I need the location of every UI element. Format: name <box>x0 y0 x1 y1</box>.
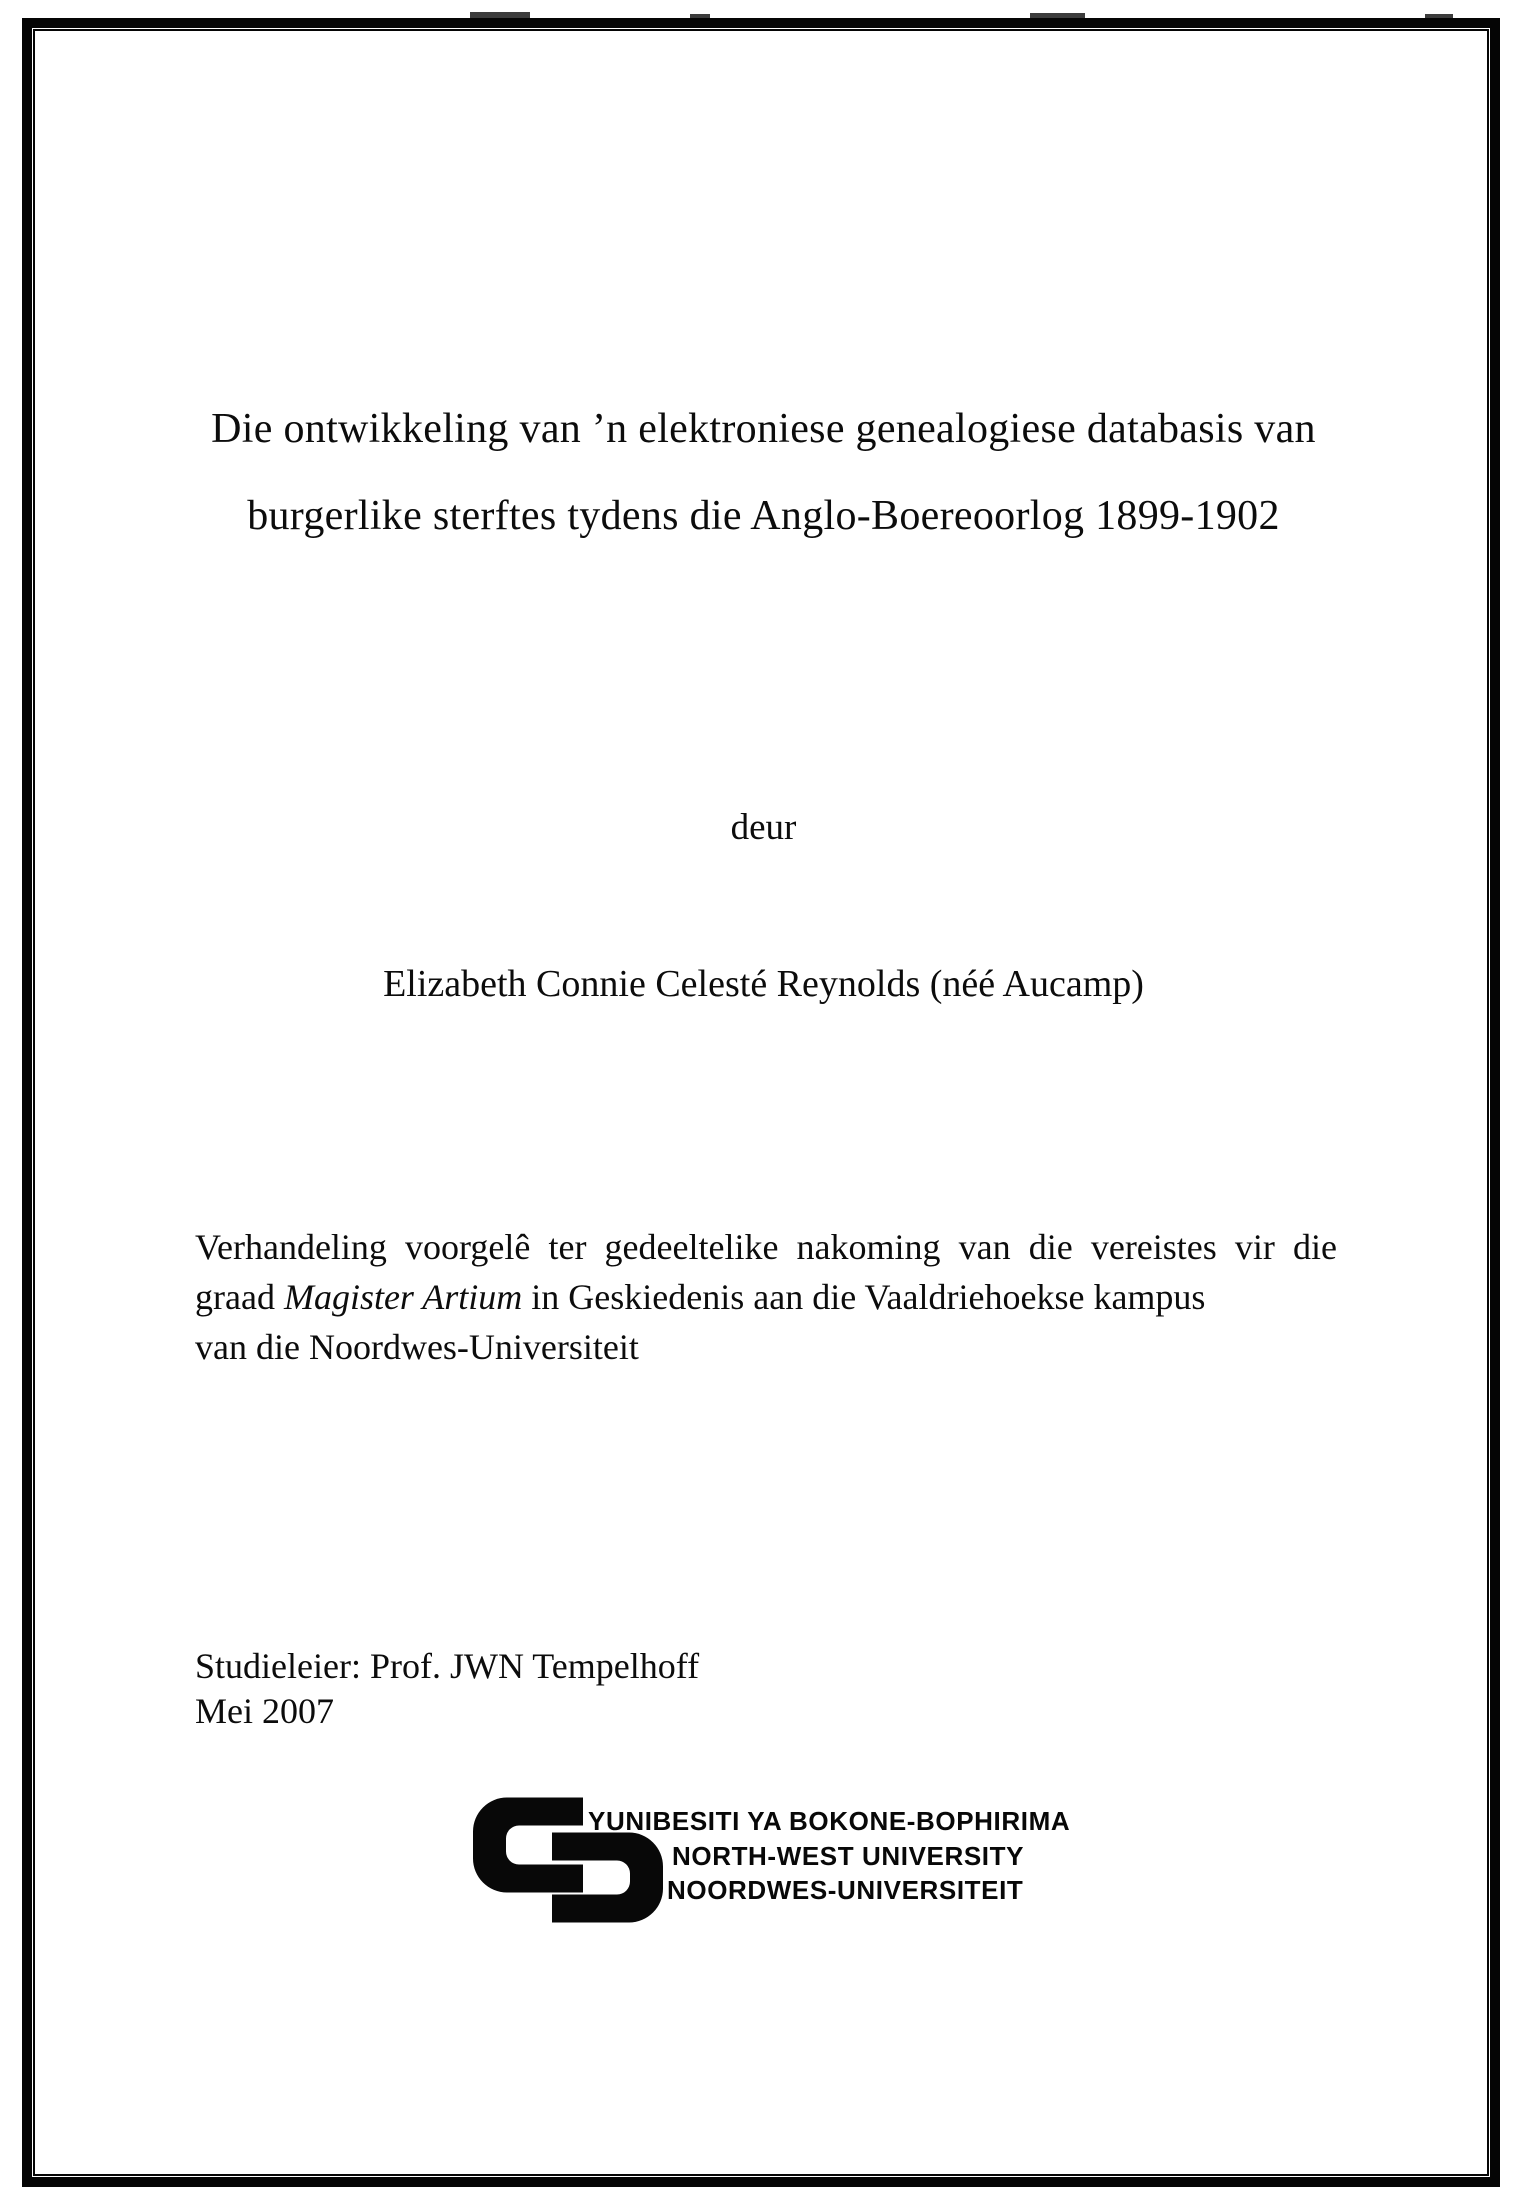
byline-deur: deur <box>730 807 797 848</box>
degree-statement-line-2 <box>195 1272 1337 1322</box>
degree-statement-line-3: van die Noordwes-Universiteit <box>195 1327 639 1367</box>
degree-statement-line-2-after: in Geskiedenis aan die Vaaldriehoekse kampus <box>531 1277 1206 1317</box>
degree-statement-line-2-before: graad <box>195 1277 275 1317</box>
thesis-title-line-2: burgerlike sterftes tydens die Anglo-Boereoorlog 1899-1902 <box>247 493 1280 539</box>
supervisor-line: Studieleier: Prof. JWN Tempelhoff <box>195 1646 700 1686</box>
date-line: Mei 2007 <box>195 1691 334 1731</box>
logo-text-english: NORTH-WEST UNIVERSITY <box>672 1841 1025 1871</box>
logo-text-afrikaans: NOORDWES-UNIVERSITEIT <box>667 1875 1024 1905</box>
degree-name-italic: Magister Artium <box>283 1277 523 1317</box>
author-name: Elizabeth Connie Celesté Reynolds (néé Aucamp) <box>383 963 1144 1005</box>
degree-statement-line-1: Verhandeling voorgelê ter gedeeltelike nakoming van die vereistes vir die <box>195 1227 1337 1267</box>
degree-statement <box>195 1222 1337 1372</box>
logo-text-setswana: YUNIBESITI YA BOKONE-BOPHIRIMA <box>588 1806 1071 1836</box>
thesis-title-line-1: Die ontwikkeling van ’n elektroniese genealogiese databasis van <box>211 406 1316 452</box>
